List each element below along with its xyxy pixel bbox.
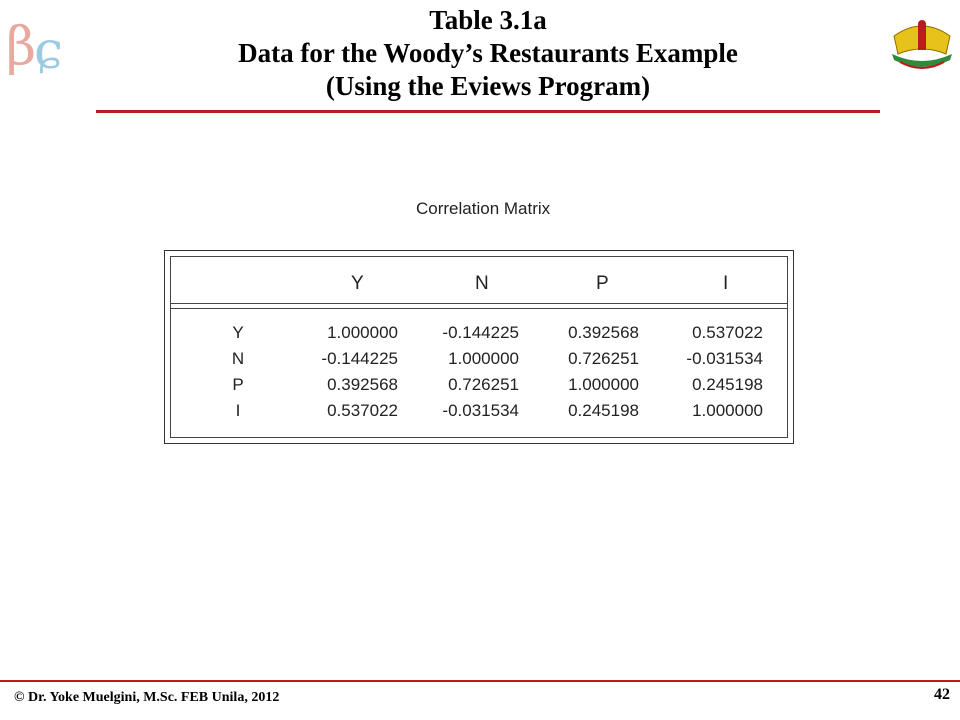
column-header-n: N: [475, 273, 489, 294]
matrix-cell: 0.726251: [448, 375, 519, 394]
matrix-cell: 1.000000: [448, 349, 519, 368]
matrix-cell: -0.031534: [686, 349, 763, 368]
page-number: 42: [934, 686, 950, 703]
column-header-i: I: [723, 273, 729, 294]
title-line-2: Data for the Woody’s Restaurants Example: [238, 38, 738, 68]
matrix-cell: 0.392568: [327, 375, 398, 394]
matrix-cell: 0.726251: [568, 349, 639, 368]
svg-text:ɕ: ɕ: [34, 21, 64, 80]
matrix-cell: 1.000000: [327, 323, 398, 342]
matrix-cell: 0.392568: [568, 323, 639, 342]
svg-text:β: β: [6, 17, 37, 77]
slide-title: [96, 4, 880, 103]
column-header-p: P: [596, 273, 609, 294]
row-label-p: P: [232, 375, 244, 394]
row-label-n: N: [231, 349, 245, 368]
title-line-1: Table 3.1a: [429, 5, 547, 35]
footer-divider: [0, 680, 960, 682]
matrix-cell: 0.537022: [692, 323, 763, 342]
matrix-cell: -0.144225: [442, 323, 519, 342]
row-label-i: I: [235, 401, 241, 420]
matrix-cell: 0.537022: [327, 401, 398, 420]
header-rule: [171, 308, 787, 309]
matrix-cell: 1.000000: [568, 375, 639, 394]
correlation-matrix-table: [164, 250, 794, 444]
column-header-y: Y: [351, 273, 364, 294]
matrix-caption: Correlation Matrix: [416, 199, 551, 218]
matrix-inner-border: [170, 256, 788, 438]
title-divider: [96, 110, 880, 113]
beta-logo-icon: [4, 14, 78, 80]
matrix-cell: -0.144225: [321, 349, 398, 368]
footer-credit: © Dr. Yoke Muelgini, M.Sc. FEB Unila, 2012: [14, 690, 280, 705]
university-crest-icon: [888, 14, 956, 76]
matrix-cell: 0.245198: [568, 401, 639, 420]
matrix-cell: 1.000000: [692, 401, 763, 420]
header-rule: [171, 303, 787, 304]
row-label-y: Y: [232, 323, 244, 342]
matrix-cell: 0.245198: [692, 375, 763, 394]
matrix-cell: -0.031534: [442, 401, 519, 420]
title-line-3: (Using the Eviews Program): [325, 71, 651, 101]
